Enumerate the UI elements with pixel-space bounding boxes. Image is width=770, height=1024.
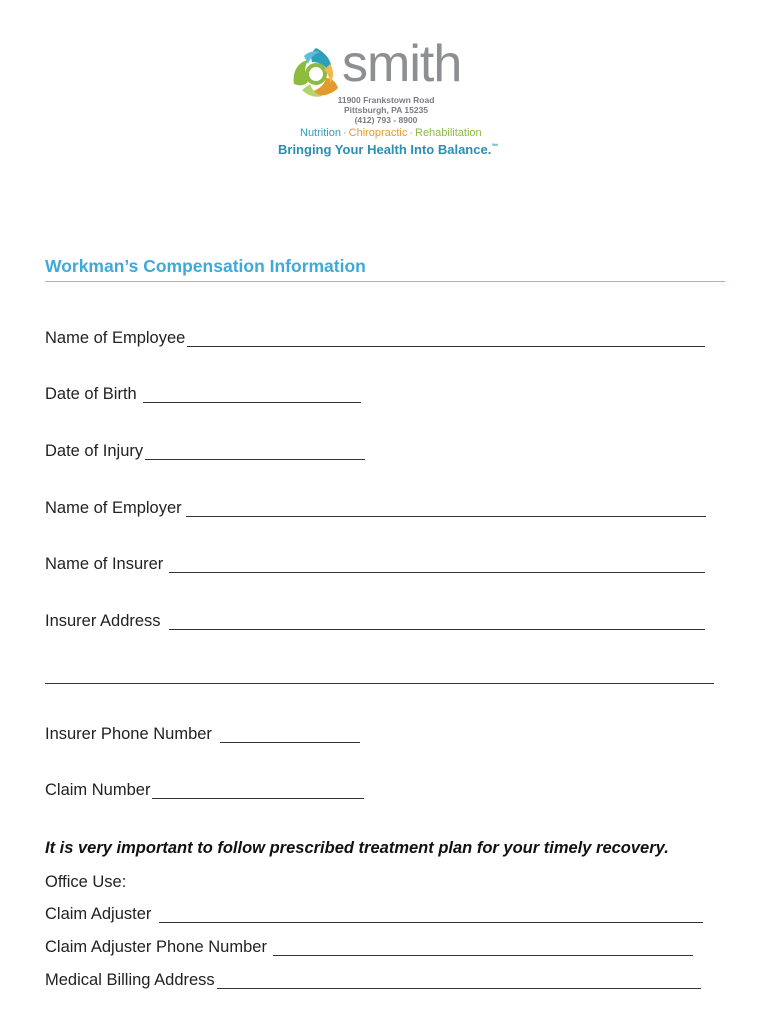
blank-line[interactable] [273, 941, 693, 956]
field-medical-billing-address [45, 972, 701, 989]
field-insurer-address-line-2 [45, 669, 714, 684]
tagline-text: Bringing Your Health Into Balance. [278, 142, 492, 157]
field-name-of-insurer [45, 556, 705, 573]
tagline [278, 143, 498, 156]
service-separator: · [342, 127, 347, 139]
field-label: Name of Employer [45, 499, 182, 517]
blank-line[interactable] [159, 908, 703, 923]
blank-line[interactable] [187, 332, 705, 347]
field-label: Insurer Address [45, 612, 161, 630]
blank-line[interactable] [143, 388, 361, 403]
section-title: Workman’s Compensation Information [45, 256, 366, 276]
field-label: Date of Injury [45, 442, 144, 460]
field-label: Name of Insurer [45, 555, 164, 573]
field-label: Claim Adjuster Phone Number [45, 938, 267, 956]
blank-line[interactable] [169, 615, 705, 630]
field-claim-adjuster-phone [45, 939, 693, 956]
trademark-symbol: ™ [491, 143, 499, 151]
field-claim-number [45, 782, 364, 799]
field-insurer-phone-number [45, 726, 360, 743]
brand-name: smith [342, 35, 462, 93]
field-name-of-employee [45, 330, 705, 347]
blank-line[interactable] [45, 669, 714, 684]
field-label: Name of Employee [45, 329, 186, 347]
field-label: Insurer Phone Number [45, 725, 212, 743]
blank-line[interactable] [152, 784, 364, 799]
blank-line[interactable] [220, 728, 360, 743]
blank-line[interactable] [169, 558, 705, 573]
field-insurer-address [45, 613, 705, 630]
blank-line[interactable] [217, 974, 701, 989]
field-label: Claim Adjuster [45, 905, 152, 923]
treatment-notice: It is very important to follow prescribed treatment plan for your timely recovery. [45, 839, 669, 857]
letterhead [0, 0, 770, 175]
service-nutrition: Nutrition [300, 127, 341, 139]
field-label: Claim Number [45, 781, 151, 799]
service-chiropractic: Chiropractic [348, 127, 408, 139]
address-line-1: 11900 Frankstown Road [337, 95, 435, 105]
field-label: Medical Billing Address [45, 971, 215, 989]
blank-line[interactable] [145, 445, 365, 460]
blank-line[interactable] [186, 502, 706, 517]
office-use-heading [45, 874, 126, 891]
field-name-of-employer [45, 500, 706, 517]
address-line-2: Pittsburgh, PA 15235 [343, 105, 429, 115]
phone-number: (412) 793 - 8900 [354, 115, 418, 125]
field-claim-adjuster [45, 906, 703, 923]
services-line [300, 128, 482, 139]
service-separator: · [409, 127, 413, 139]
section-divider [45, 281, 725, 282]
tri-color-spiral-logo-icon [290, 44, 342, 100]
field-date-of-injury [45, 443, 365, 460]
field-date-of-birth [45, 386, 361, 403]
field-label: Office Use: [45, 873, 127, 891]
service-rehabilitation: Rehabilitation [415, 127, 482, 139]
field-label: Date of Birth [45, 385, 137, 403]
